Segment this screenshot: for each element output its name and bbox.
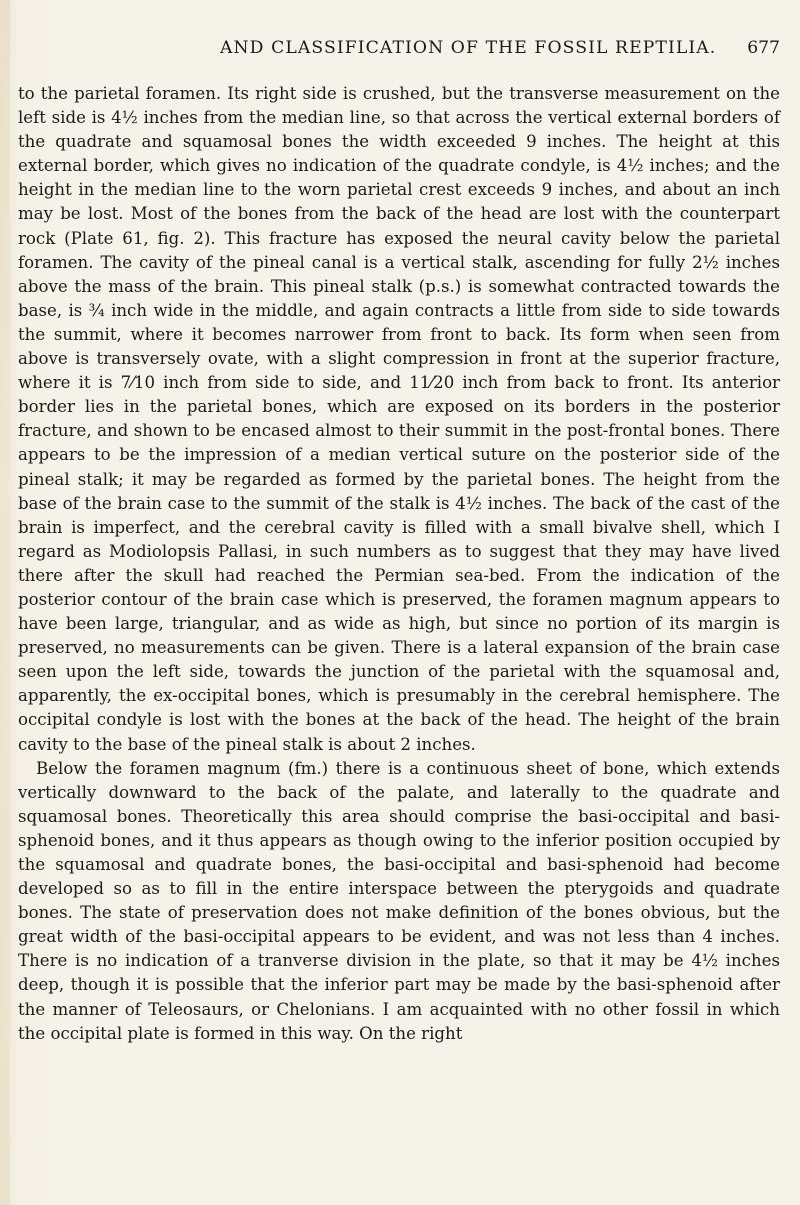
page-edge-stain [0,0,10,1205]
paragraph-2: Below the foramen magnum (fm.) there is a continuous sheet of bone, which extends vertically downward to the back of the palate, and laterally to the quadrate and squamosal bones. Theoretically this area should comprise the basi-occipital and basi-sphenoid bones, and it thus appears as though owing to the inferior position occupied by the squamosal and quadrate bones, the basi-occipital and basi-sphenoid had become developed so as to fill in the entire interspace between the pterygoids and quadrate bones. The state of preservation does not make definition of the bones obvious, but the great width of the basi-occipital appears to be evident, and was not less than 4 inches. There is no indication of a tranverse division in the plate, so that it may be 4½ inches deep, though it is possible that the inferior part may be made by the basi-sphenoid after the manner of Teleosaurs, or Chelonians. I am acquainted with no other fossil in which the occipital plate is formed in this way. On the right [18,758,780,1043]
page-header [0,38,800,62]
page-number: 677 [747,38,780,58]
paragraph-1: to the parietal foramen. Its right side is crushed, but the transverse measurement on the left side is 4½ inches from the median line, so that across the vertical external borders of the quadrate and squamosal bones the width exceeded 9 inches. The height at this external border, which gives no indication of the quadrate condyle, is 4½ inches; and the height in the median line to the worn parietal crest exceeds 9 inches, and about an inch may be lost. Most of the bones from the back of the head are lost with the counterpart rock (Plate 61, fig. 2). This fracture has exposed the neural cavity below the parietal foramen. The cavity of the pineal canal is a vertical stalk, ascending for fully 2½ inches above the mass of the brain. This pineal stalk (p.s.) is somewhat contracted towards the base, is ¾ inch wide in the middle, and again contracts a little from side to side towards the summit, where it becomes narrower from front to back. Its form when seen from above is transversely ovate, with a slight compression in front at the superior fracture, where it is 7⁄10 inch from side to side, and 11⁄20 inch from back to front. Its anterior border lies in the parietal bones, which are exposed on its borders in the posterior fracture, and shown to be encased almost to their summit in the post-frontal bones. There appears to be the impression of a median vertical suture on the posterior side of the pineal stalk; it may be regarded as formed by the parietal bones. The height from the base of the brain case to the summit of the stalk is 4½ inches. The back of the cast of the brain is imperfect, and the cerebral cavity is filled with a small bivalve shell, which I regard as Modiolopsis Pallasi, in such numbers as to suggest that they may have lived there after the skull had reached the Permian sea-bed. From the indication of the posterior contour of the brain case which is preserved, the foramen magnum appears to have been large, triangular, and as wide as high, but since no portion of its margin is preserved, no measurements can be given. There is a lateral expansion of the brain case seen upon the left side, towards the junction of the parietal with the squamosal and, apparently, the ex-occipital bones, which is presumably in the cerebral hemisphere. The occipital condyle is lost with the bones at the back of the head. The height of the brain cavity to the base of the pineal stalk is about 2 inches. [18,84,780,754]
running-head: AND CLASSIFICATION OF THE FOSSIL REPTILIA. [220,38,717,58]
body-text [18,82,780,1046]
